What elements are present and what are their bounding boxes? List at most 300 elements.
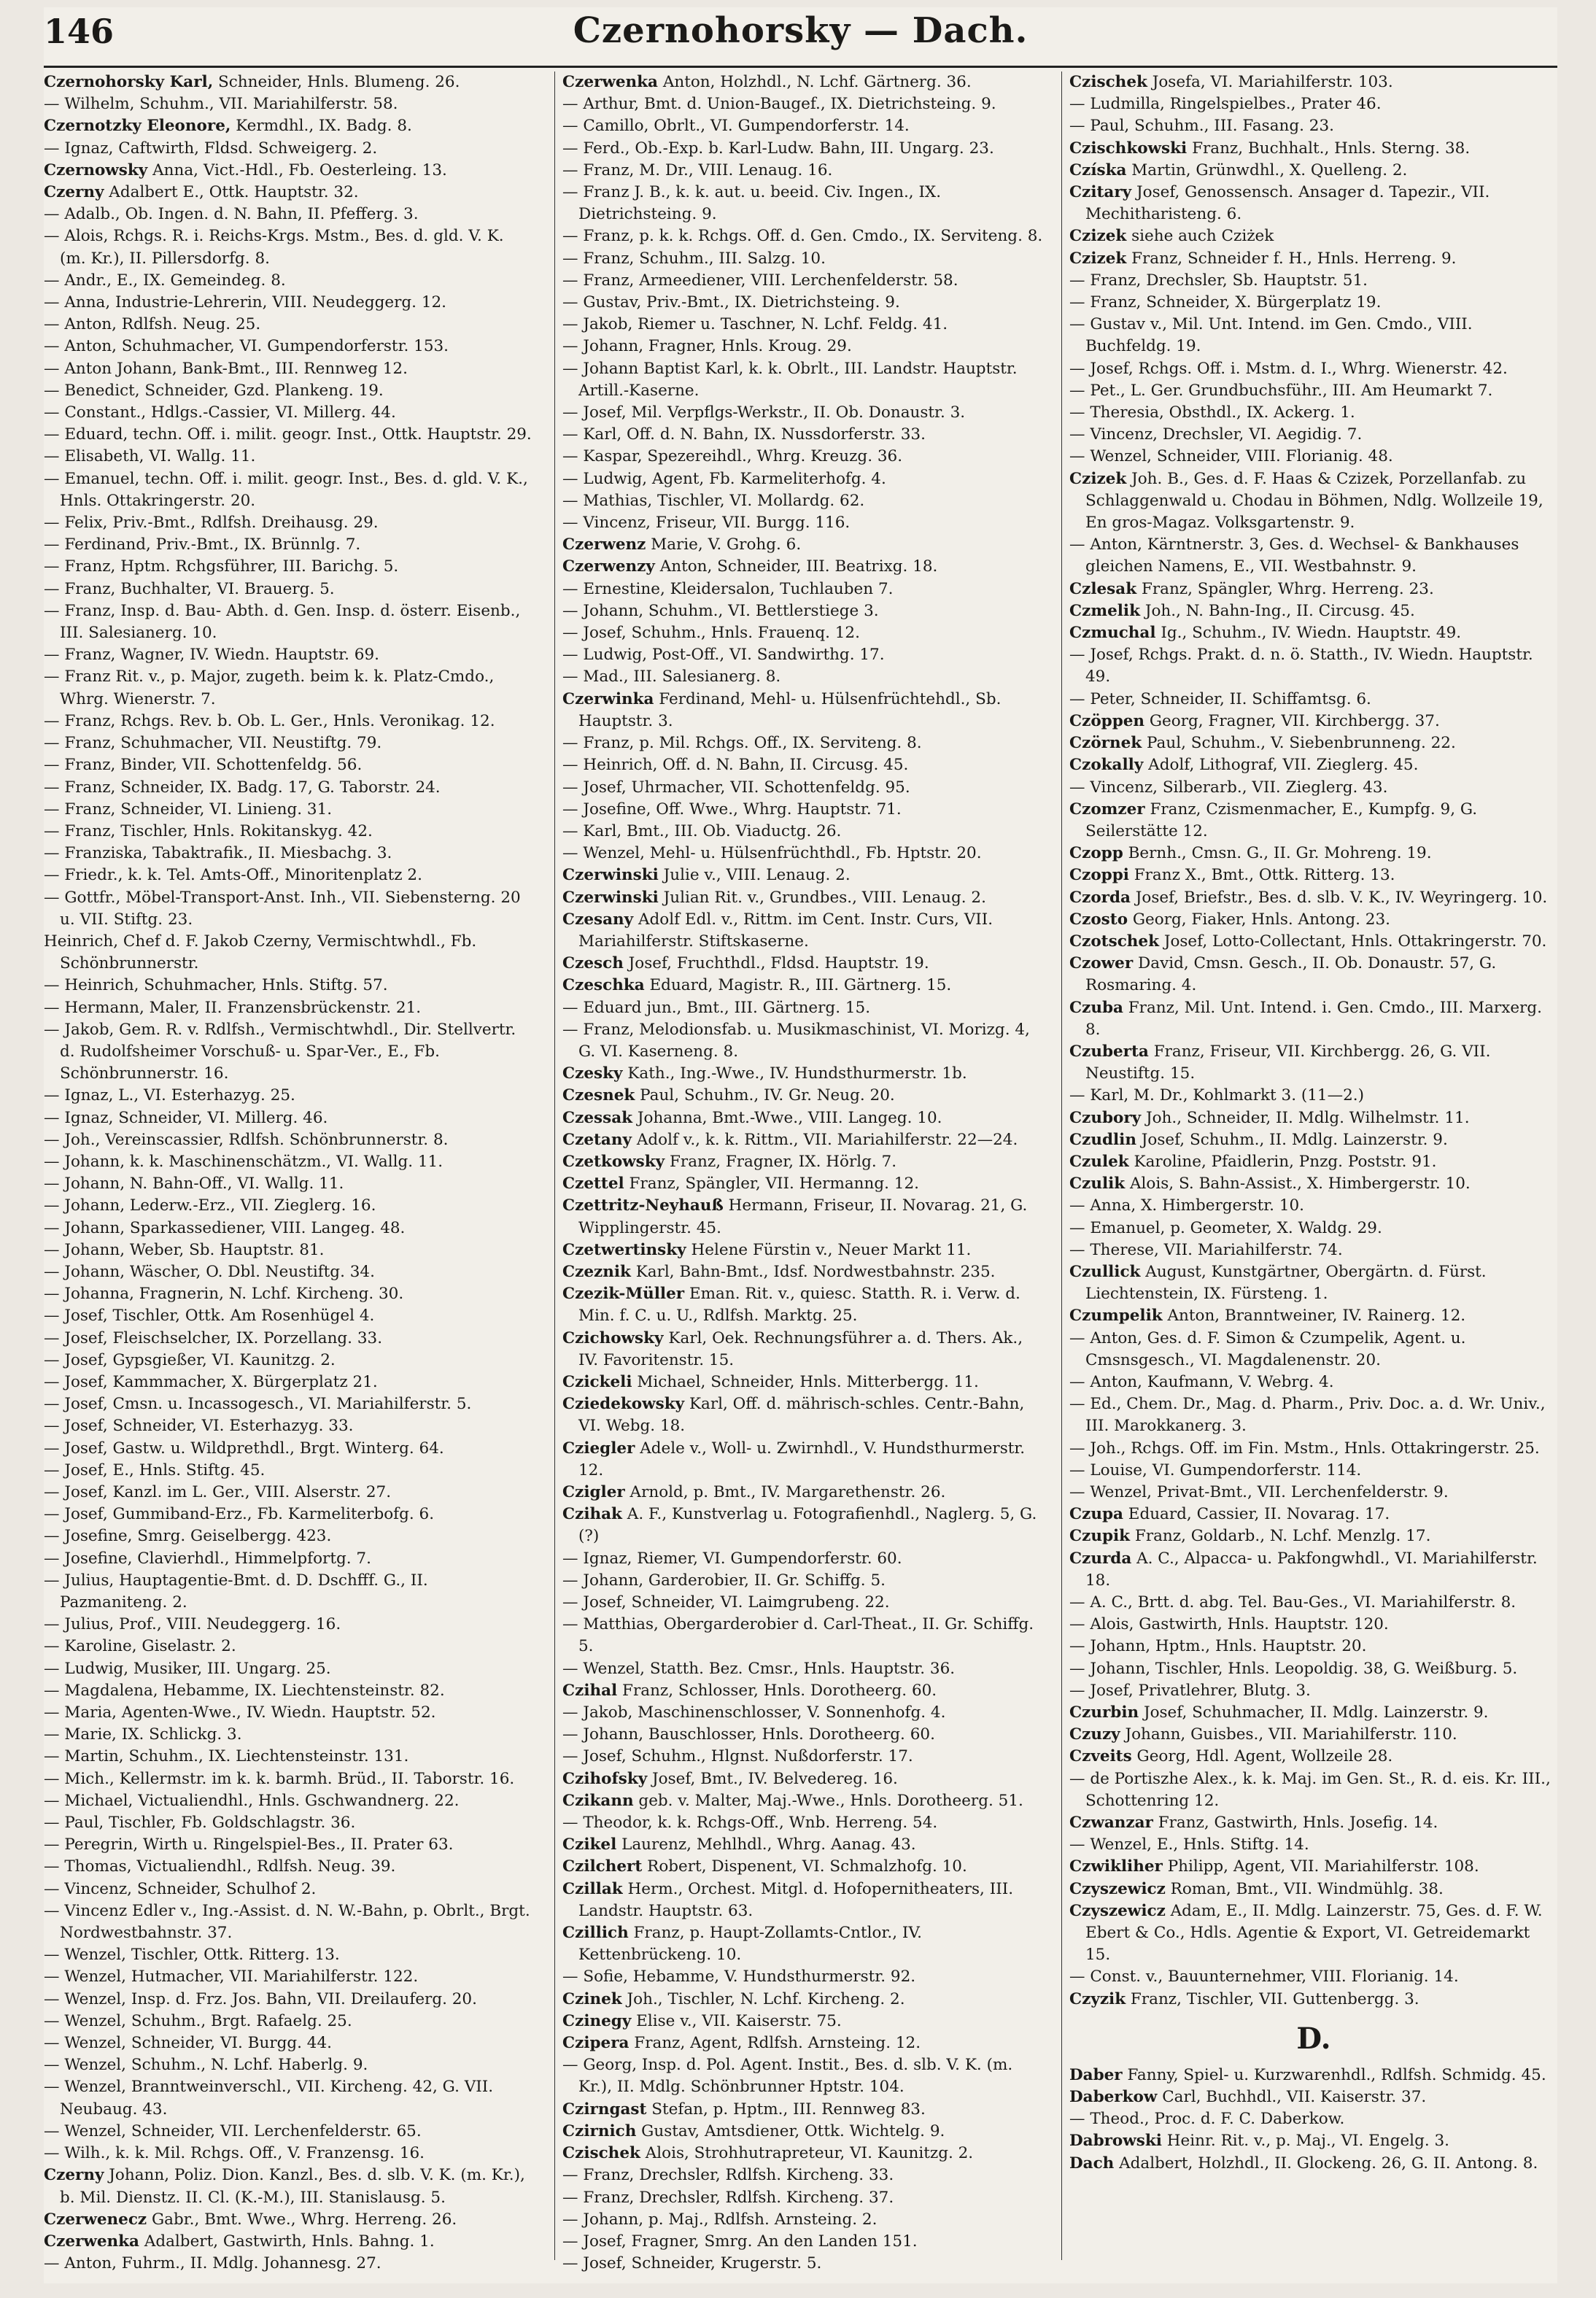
directory-entry [1069, 732, 1558, 754]
entry-surname: Dabrowski [1069, 2132, 1162, 2151]
entry-surname: Czerwenecz [44, 2210, 147, 2229]
directory-entry [44, 600, 532, 644]
entry-surname: Czokally [1069, 756, 1144, 775]
entry-text: Heinrich, Chef d. F. Jakob Czerny, Vermischtwhdl., Fb. Schönbrunnerstr. [44, 932, 477, 973]
entry-text: — Josef, E., Hnls. Stiftg. 45. [44, 1461, 266, 1479]
entry-text: — Ludwig, Musiker, III. Ungarg. 25. [44, 1659, 331, 1678]
entry-text: Alois, Strohhutrapreteur, VI. Kaunitzg. 2. [640, 2144, 974, 2163]
directory-entry [562, 115, 1044, 137]
entry-text: Stefan, p. Hptm., III. Rennweg 83. [646, 2100, 926, 2119]
entry-text: — Franz, Schneider, X. Bürgerplatz 19. [1069, 293, 1382, 312]
directory-entry [562, 2209, 1044, 2231]
entry-text: — Eduard, techn. Off. i. milit. geogr. Inst., Ottk. Hauptstr. 29. [44, 425, 532, 444]
entry-text: — Vincenz Edler v., Ing.-Assist. d. N. W.-Bahn, p. Obrlt., Brgt. Nordwestbahnstr. 37. [44, 1901, 530, 1943]
entry-text: — Jakob, Gem. R. v. Rdlfsh., Vermischtwhdl., Dir. Stellvertr. d. Rudolfsheimer Vorschuß- u. Spar-Ver., E., Fb. Schönbrunnerstr. 16. [44, 1020, 516, 1083]
entry-text: — Wenzel, Statth. Bez. Cmsr., Hnls. Hauptstr. 36. [562, 1659, 956, 1678]
entry-text: — Anton, Rdlfsh. Neug. 25. [44, 315, 261, 334]
entry-surname: Czischek [1069, 73, 1147, 91]
entry-text: — Franz, Tischler, Hnls. Rokitanskyg. 42. [44, 821, 373, 840]
directory-entry [44, 1129, 532, 1151]
directory-entry [44, 2209, 532, 2231]
directory-entry [562, 2054, 1044, 2098]
directory-entry [562, 1658, 1044, 1680]
entry-text: — Wenzel, Schuhm., N. Lchf. Haberlg. 9. [44, 2056, 368, 2075]
entry-surname: Czveits [1069, 1747, 1132, 1766]
directory-entry [562, 2121, 1044, 2143]
directory-entry [1069, 1438, 1558, 1460]
entry-surname: Czernohorsky Karl, [44, 73, 214, 91]
entry-text: — Wenzel, Insp. d. Frz. Jos. Bahn, VII. Dreilauferg. 20. [44, 1989, 477, 2008]
entry-text: — Franz, Melodionsfab. u. Musikmaschinist, VI. Morizg. 4, G. VI. Kaserneng. 8. [562, 1020, 1030, 1061]
entry-surname: Czettel [562, 1175, 624, 1194]
directory-entry [1069, 1900, 1558, 1967]
entry-surname: Czigler [562, 1483, 625, 1501]
entry-text: — Wenzel, Hutmacher, VII. Mariahilferstr. 122. [44, 1968, 419, 1986]
directory-entry [44, 1989, 532, 2011]
entry-text: — Alois, Rchgs. R. i. Reichs-Krgs. Mstm., Bes. d. gld. V. K. (m. Kr.), II. Pillersdorfg. 8. [44, 227, 504, 268]
directory-entry [562, 1879, 1044, 1922]
directory-entry [562, 1989, 1044, 2011]
directory-entry [44, 292, 532, 314]
directory-entry [562, 446, 1044, 468]
entry-surname: Czillak [562, 1879, 623, 1898]
entry-text: — Michael, Victualiendhl., Hnls. Gschwandnerg. 22. [44, 1791, 460, 1810]
directory-entry [1069, 1107, 1558, 1129]
entry-text: — Arthur, Bmt. d. Union-Baugef., IX. Dietrichsteing. 9. [562, 95, 996, 114]
entry-surname: Czotschek [1069, 932, 1159, 951]
directory-entry [44, 1570, 532, 1614]
directory-entry [562, 997, 1044, 1019]
directory-entry [1069, 138, 1558, 160]
entry-surname: Czihofsky [562, 1769, 648, 1788]
directory-entry [44, 931, 532, 975]
directory-entry [1069, 424, 1558, 446]
directory-entry [44, 2143, 532, 2164]
directory-entry [562, 2187, 1044, 2209]
directory-entry [562, 138, 1044, 160]
entry-text: Helene Fürstin v., Neuer Markt 11. [686, 1240, 972, 1259]
directory-entry [44, 1305, 532, 1327]
entry-text: — Anton Johann, Bank-Bmt., III. Rennweg 12. [44, 359, 408, 378]
entry-text: — Johanna, Fragnerin, N. Lchf. Kircheng. 30. [44, 1285, 404, 1304]
entry-text: — Franz, Schneider, VI. Linieng. 31. [44, 800, 333, 819]
entry-surname: Czudlin [1069, 1130, 1136, 1149]
entry-text: — Georg, Insp. d. Pol. Agent. Instit., Bes. d. slb. V. K. (m. Kr.), II. Mdlg. Schönbrunner Hptstr. 104. [562, 2056, 1013, 2097]
directory-entry [562, 1614, 1044, 1657]
entry-text: — Franz, Insp. d. Bau- Abth. d. Gen. Insp. d. österr. Eisenb., III. Salesianerg. 10. [44, 601, 521, 643]
directory-entry [1069, 1460, 1558, 1482]
directory-entry [562, 2099, 1044, 2121]
entry-surname: Czuberta [1069, 1042, 1149, 1061]
entry-text: Josef, Schuhm., II. Mdlg. Lainzerstr. 9. [1136, 1130, 1448, 1149]
directory-entry [44, 843, 532, 864]
entry-text: — Elisabeth, VI. Wallg. 11. [44, 447, 256, 466]
entry-surname: Czumpelik [1069, 1307, 1163, 1326]
entry-text: — Josef, Fragner, Smrg. An den Landen 151. [562, 2232, 918, 2251]
entry-text: — Wenzel, Schuhm., Brgt. Rafaelg. 25. [44, 2011, 352, 2030]
entry-text: — Heinrich, Off. d. N. Bahn, II. Circusg. 45. [562, 756, 909, 775]
entry-text: Heinr. Rit. v., p. Maj., VI. Engelg. 3. [1161, 2132, 1450, 2151]
entry-text: — Gottfr., Möbel-Transport-Anst. Inh., VII. Siebensterng. 20 u. VII. Stiftg. 23. [44, 888, 521, 929]
entry-text: Paul, Schuhm., V. Siebenbrunneng. 22. [1142, 734, 1456, 753]
entry-text: Franz, Schneider f. H., Hnls. Herreng. 9. [1126, 249, 1457, 268]
entry-text: Carl, Buchhdl., VII. Kaiserstr. 37. [1157, 2088, 1427, 2107]
page-header [44, 7, 1557, 68]
entry-text: — Wenzel, Schneider, VIII. Florianig. 48. [1069, 447, 1393, 466]
entry-surname: Czower [1069, 954, 1134, 973]
entry-text: Josef, Genossensch. Ansager d. Tapezir., VII. Mechitharisteng. 6. [1085, 183, 1490, 224]
entry-surname: Czullick [1069, 1262, 1141, 1281]
directory-entry [44, 732, 532, 754]
directory-entry [562, 732, 1044, 754]
entry-text: Franz, Buchhalt., Hnls. Sterng. 38. [1187, 139, 1471, 158]
entry-surname: Czinegy [562, 2011, 632, 2030]
entry-text: — Franz, Binder, VII. Schottenfeldg. 56. [44, 756, 363, 775]
directory-entry [562, 1724, 1044, 1746]
directory-entry [562, 512, 1044, 534]
entry-text: — Ferd., Ob.-Exp. b. Karl-Ludw. Bahn, III. Ungarg. 23. [562, 139, 994, 158]
entry-text: — Ludmilla, Ringelspielbes., Prater 46. [1069, 95, 1382, 114]
directory-entry [44, 1438, 532, 1460]
entry-surname: Czernotzky Eleonore, [44, 117, 231, 136]
entry-surname: Czupik [1069, 1527, 1131, 1546]
entry-surname: Czichowsky [562, 1328, 664, 1347]
entry-surname: Czilchert [562, 1857, 643, 1876]
entry-surname: Czickeli [562, 1372, 632, 1391]
page-number: 146 [44, 12, 115, 51]
entry-surname: Czosto [1069, 910, 1128, 929]
entry-text: — Josef, Schuhm., Hnls. Frauenq. 12. [562, 624, 860, 643]
directory-entry [1069, 182, 1558, 225]
directory-entry [1069, 1592, 1558, 1614]
directory-entry [44, 1768, 532, 1790]
entry-surname: Czirngast [562, 2100, 647, 2119]
directory-entry [562, 556, 1044, 578]
entry-text: Eman. Rit. v., quiesc. Statth. R. i. Verw. d. Min. f. C. u. U., Rdlfsh. Marktg. 25. [578, 1285, 1020, 1326]
directory-entry [44, 534, 532, 556]
entry-text: Julian Rit. v., Grundbes., VIII. Lenaug. 2. [658, 888, 986, 907]
entry-text: Adele v., Woll- u. Zwirnhdl., V. Hundsthurmerstr. 12. [578, 1439, 1026, 1479]
directory-entry [562, 579, 1044, 600]
entry-text: — Franz, Drechsler, Rdlfsh. Kircheng. 33. [562, 2166, 894, 2185]
entry-text: — Josef, Gastw. u. Wildprethdl., Brgt. Winterg. 64. [44, 1439, 444, 1458]
entry-text: Herm., Orchest. Mitgl. d. Hofopernitheaters, III. Landstr. Hauptstr. 63. [578, 1879, 1014, 1920]
entry-text: Adalbert, Gastwirth, Hnls. Bahng. 1. [139, 2232, 435, 2251]
entry-text: — Anton, Ges. d. F. Simon & Czumpelik, Agent. u. Cmsnsgesch., VI. Magdalenenstr. 20. [1069, 1328, 1466, 1369]
entry-text: — Mad., III. Salesianerg. 8. [562, 668, 781, 686]
entry-surname: Dach [1069, 2154, 1115, 2173]
entry-text: Franz, Goldarb., N. Lchf. Menzlg. 17. [1130, 1527, 1431, 1546]
entry-text: Josef, Lotto-Collectant, Hnls. Ottakringerstr. 70. [1159, 932, 1547, 951]
directory-entry [1069, 1834, 1558, 1856]
entry-text: — Emanuel, techn. Off. i. milit. geogr. Inst., Bes. d. gld. V. K., Hnls. Ottakringerstr. 20. [44, 469, 528, 510]
directory-entry [44, 666, 532, 710]
entry-surname: Czetany [562, 1130, 632, 1149]
directory-entry [44, 711, 532, 732]
entry-text: Franz, Schlosser, Hnls. Dorotheerg. 60. [617, 1681, 937, 1700]
directory-entry [1069, 1658, 1558, 1680]
entry-surname: Czirnich [562, 2121, 637, 2140]
entry-text: — Wenzel, Privat-Bmt., VII. Lerchenfelderstr. 9. [1069, 1483, 1449, 1501]
entry-surname: Czipera [562, 2034, 630, 2053]
directory-entry [44, 93, 532, 115]
entry-surname: Czyszewicz [1069, 1901, 1166, 1920]
directory-entry [44, 270, 532, 292]
directory-entry [1069, 1328, 1558, 1372]
entry-text: — Ernestine, Kleidersalon, Tuchlauben 7. [562, 579, 894, 598]
directory-entry [562, 160, 1044, 182]
entry-text: Karoline, Pfaidlerin, Pnzg. Poststr. 91. [1128, 1152, 1437, 1171]
directory-entry [1069, 1724, 1558, 1746]
entry-text: — Johann, Bauschlosser, Hnls. Dorotheerg. 60. [562, 1725, 935, 1744]
entry-text: Philipp, Agent, VII. Mariahilferstr. 108. [1162, 1857, 1479, 1876]
directory-entry [562, 336, 1044, 357]
entry-text: Marie, V. Grohg. 6. [646, 535, 802, 554]
directory-entry [1069, 2065, 1558, 2086]
entry-text: — Josef, Uhrmacher, VII. Schottenfeldg. 95. [562, 778, 910, 797]
directory-entry [44, 314, 532, 336]
entry-text: — Kaspar, Spezereihdl., Whrg. Kreuzg. 36. [562, 447, 903, 466]
entry-text: — Pet., L. Ger. Grundbuchsführ., III. Am Heumarkt 7. [1069, 381, 1493, 400]
entry-text: — Josef, Cmsn. u. Incassogesch., VI. Mariahilferstr. 5. [44, 1395, 472, 1414]
directory-entry [1069, 1151, 1558, 1173]
entry-text: — Franz, p. k. k. Rchgs. Off. d. Gen. Cmdo., IX. Serviteng. 8. [562, 227, 1043, 246]
entry-text: — Franz, Drechsler, Rdlfsh. Kircheng. 37. [562, 2188, 894, 2207]
entry-text: — Alois, Gastwirth, Hnls. Hauptstr. 120. [1069, 1615, 1389, 1634]
entry-text: — Peregrin, Wirth u. Ringelspiel-Bes., II. Prater 63. [44, 1835, 454, 1854]
directory-entry [1069, 1239, 1558, 1261]
directory-entry [1069, 1989, 1558, 2011]
entry-surname: Czerwinka [562, 689, 654, 708]
directory-entry [44, 799, 532, 821]
entry-text: — Johann, Garderobier, II. Gr. Schiffg. 5. [562, 1571, 886, 1590]
entry-text: — Franz, Schuhm., III. Salzg. 10. [562, 249, 826, 268]
directory-entry [562, 1393, 1044, 1437]
entry-text: — Mathias, Tischler, VI. Mollardg. 62. [562, 491, 865, 510]
entry-text: Karl, Bahn-Bmt., Idsf. Nordwestbahnstr. 235. [630, 1262, 996, 1281]
entry-text: — Mich., Kellermstr. im k. k. barmh. Brüd., II. Taborstr. 16. [44, 1769, 515, 1788]
directory-entry [1069, 402, 1558, 424]
entry-text: — Wenzel, Branntweinverschl., VII. Kircheng. 42, G. VII. Neubaug. 43. [44, 2078, 494, 2119]
directory-entry [44, 115, 532, 137]
entry-text: Laurenz, Mehlhdl., Whrg. Aanag. 43. [616, 1835, 916, 1854]
entry-surname: Czíska [1069, 160, 1127, 179]
directory-entry [562, 777, 1044, 799]
entry-text: — Wilh., k. k. Mil. Rchgs. Off., V. Franzensg. 16. [44, 2144, 425, 2163]
entry-surname: Czerwenka [44, 2232, 139, 2251]
entry-text: Eduard, Cassier, II. Novarag. 17. [1123, 1505, 1390, 1524]
entry-text: Josef, Fruchthdl., Fldsd. Hauptstr. 19. [623, 954, 929, 973]
entry-text: — Marie, IX. Schlickg. 3. [44, 1725, 242, 1744]
directory-entry [562, 2164, 1044, 2186]
directory-entry [1069, 468, 1558, 535]
directory-entry [1069, 644, 1558, 688]
directory-page [44, 7, 1557, 2283]
directory-entry [44, 204, 532, 225]
entry-text: — Constant., Hdlgs.-Cassier, VI. Millerg. 44. [44, 403, 396, 422]
directory-entry [562, 1283, 1044, 1327]
entry-text: — A. C., Brtt. d. abg. Tel. Bau-Ges., VI. Mariahilferstr. 8. [1069, 1593, 1516, 1612]
directory-entry [44, 2054, 532, 2076]
entry-text: — Franz, p. Mil. Rchgs. Off., IX. Serviteng. 8. [562, 734, 922, 753]
entry-text: — Joh., Vereinscassier, Rdlfsh. Schönbrunnerstr. 8. [44, 1130, 449, 1149]
entry-text: — Jakob, Riemer u. Taschner, N. Lchf. Feldg. 41. [562, 315, 948, 334]
directory-entry [44, 1482, 532, 1504]
entry-text: Joh., N. Bahn-Ing., II. Circusg. 45. [1139, 601, 1415, 620]
entry-text: — Johann, Wäscher, O. Dbl. Neustiftg. 34. [44, 1262, 375, 1281]
directory-entry [1069, 1966, 1558, 1988]
directory-entry [44, 556, 532, 578]
entry-text: Joh., Tischler, N. Lchf. Kircheng. 2. [621, 1989, 905, 2008]
directory-entry [562, 644, 1044, 666]
entry-text: Julie v., VIII. Lenaug. 2. [658, 866, 851, 885]
entry-text: — Anton, Fuhrm., II. Mdlg. Johannesg. 27. [44, 2254, 381, 2273]
entry-text: Anna, Vict.-Hdl., Fb. Oesterleing. 13. [147, 160, 447, 179]
entry-text: Adam, E., II. Mdlg. Lainzerstr. 75, Ges. d. F. W. Ebert & Co., Hdls. Agentie & Export, VI. Getreidemarkt 15. [1085, 1901, 1543, 1965]
directory-entry [44, 644, 532, 666]
directory-entry [562, 1592, 1044, 1614]
entry-text: — Joh., Rchgs. Off. im Fin. Mstm., Hnls. Ottakringerstr. 25. [1069, 1439, 1540, 1458]
entry-text: — Ignaz, L., VI. Esterhazyg. 25. [44, 1086, 295, 1105]
directory-entry [44, 1900, 532, 1944]
entry-text: — Theod., Proc. d. F. C. Daberkow. [1069, 2110, 1345, 2129]
directory-entry [562, 2011, 1044, 2032]
entry-text: A. F., Kunstverlag u. Fotografienhdl., Naglerg. 5, G. (?) [578, 1505, 1037, 1546]
entry-text: David, Cmsn. Gesch., II. Ob. Donaustr. 57, G. Rosmaring. 4. [1085, 954, 1497, 995]
entry-surname: Czezik-Müller [562, 1285, 685, 1304]
directory-entry [1069, 600, 1558, 622]
directory-entry [44, 2164, 532, 2208]
entry-surname: Czöppen [1069, 711, 1145, 730]
directory-entry [1069, 292, 1558, 314]
entry-surname: Czubory [1069, 1108, 1142, 1127]
entry-text: Franz, Fragner, IX. Hörlg. 7. [665, 1152, 897, 1171]
entry-text: Alois, S. Bahn-Assist., X. Himbergerstr. 10. [1125, 1175, 1471, 1194]
entry-text: — Ignaz, Caftwirth, Fldsd. Schweigerg. 2. [44, 139, 378, 158]
entry-text: — Vincenz, Drechsler, VI. Aegidig. 7. [1069, 425, 1363, 444]
entry-text: — Johann Baptist Karl, k. k. Obrlt., III. Landstr. Hauptstr. Artill.-Kaserne. [562, 359, 1018, 400]
directory-entry [1069, 931, 1558, 953]
entry-text: — Johann, Fragner, Hnls. Kroug. 29. [562, 337, 852, 356]
directory-entry [562, 1570, 1044, 1592]
directory-entry [44, 1680, 532, 1702]
directory-entry [44, 1548, 532, 1570]
entry-surname: Czerwenzy [562, 557, 655, 576]
entry-text: Franz X., Bmt., Ottk. Ritterg. 13. [1128, 866, 1395, 885]
column-1 [44, 71, 532, 2273]
directory-entry [562, 1702, 1044, 1724]
column-2 [554, 71, 1044, 2273]
entry-surname: Czopp [1069, 844, 1123, 863]
directory-entry [562, 622, 1044, 644]
directory-entry [562, 666, 1044, 688]
directory-entry [562, 534, 1044, 556]
entry-text: Josef, Bmt., IV. Belvedereg. 16. [647, 1769, 898, 1788]
entry-text: — Josef, Rchgs. Prakt. d. n. ö. Statth., IV. Wiedn. Hauptstr. 49. [1069, 646, 1533, 686]
directory-entry [1069, 887, 1558, 909]
entry-text: — Josef, Schuhm., Hlgnst. Nußdorferstr. 17. [562, 1747, 913, 1766]
directory-entry [1069, 248, 1558, 270]
entry-surname: Czihak [562, 1505, 622, 1524]
directory-entry [44, 1966, 532, 1988]
entry-text: Martin, Grünwdhl., X. Quelleng. 2. [1126, 160, 1408, 179]
entry-surname: Czyzik [1069, 1989, 1126, 2008]
directory-entry [562, 182, 1044, 225]
entry-text: — Julius, Hauptagentie-Bmt. d. D. Dschfff. G., II. Pazmaniteng. 2. [44, 1571, 428, 1612]
directory-entry [562, 1790, 1044, 1812]
entry-text: Georg, Fiaker, Hnls. Antong. 23. [1128, 910, 1390, 929]
directory-entry [562, 1768, 1044, 1790]
directory-entry [1069, 1768, 1558, 1812]
directory-entry [1069, 380, 1558, 402]
directory-entry [1069, 71, 1558, 93]
directory-entry [562, 424, 1044, 446]
directory-entry [1069, 799, 1558, 843]
directory-entry [44, 777, 532, 799]
entry-text: — Const. v., Bauunternehmer, VIII. Florianig. 14. [1069, 1968, 1459, 1986]
entry-text: Josefa, VI. Mariahilferstr. 103. [1147, 73, 1393, 91]
entry-text: — Johann, Lederw.-Erz., VII. Zieglerg. 16. [44, 1196, 376, 1215]
entry-surname: Czmelik [1069, 601, 1140, 620]
entry-text: — Ignaz, Schneider, VI. Millerg. 46. [44, 1108, 328, 1127]
directory-entry [1069, 1812, 1558, 1834]
directory-entry [1069, 1195, 1558, 1217]
entry-text: — Martin, Schuhm., IX. Liechtensteinstr. 131. [44, 1747, 409, 1766]
entry-text: — Franz, Buchhalter, VI. Brauerg. 5. [44, 579, 335, 598]
directory-entry [562, 490, 1044, 512]
entry-text: Adolf v., k. k. Rittm., VII. Mariahilferstr. 22—24. [632, 1130, 1018, 1149]
entry-text: — Wilhelm, Schuhm., VII. Mariahilferstr. 58. [44, 95, 398, 114]
entry-text: Elise v., VII. Kaiserstr. 75. [631, 2011, 842, 2030]
entry-text: Franz, Mil. Unt. Intend. i. Gen. Cmdo., III. Marxerg. 8. [1085, 998, 1542, 1039]
directory-entry [44, 887, 532, 931]
entry-surname: Czischkowski [1069, 139, 1188, 158]
entry-surname: Czihal [562, 1681, 618, 1700]
directory-entry [1069, 225, 1558, 247]
directory-entry [1069, 1548, 1558, 1592]
entry-text: — Johann, N. Bahn-Off., VI. Wallg. 11. [44, 1175, 344, 1194]
directory-entry [44, 1107, 532, 1129]
entry-surname: Czuba [1069, 998, 1123, 1017]
entry-text: Franz, Tischler, VII. Guttenbergg. 3. [1126, 1989, 1419, 2008]
entry-surname: Czesky [562, 1064, 623, 1083]
entry-text: — Franz, Rchgs. Rev. b. Ob. L. Ger., Hnls. Veronikag. 12. [44, 711, 495, 730]
entry-text: Josef, Schuhmacher, II. Mdlg. Lainzerstr. 9. [1139, 1703, 1489, 1722]
directory-entry [562, 225, 1044, 247]
directory-entry [562, 975, 1044, 997]
directory-entry [44, 380, 532, 402]
entry-text: Robert, Dispenent, VI. Schmalzhofg. 10. [642, 1857, 967, 1876]
directory-entry [1069, 1504, 1558, 1525]
entry-text: — Louise, VI. Gumpendorferstr. 114. [1069, 1461, 1362, 1479]
entry-text: Josef, Briefstr., Bes. d. slb. V. K., IV. Weyringerg. 10. [1130, 888, 1548, 907]
directory-entry [562, 2253, 1044, 2275]
entry-text: — Ignaz, Riemer, VI. Gumpendorferstr. 60. [562, 1549, 902, 1568]
entry-text: — Karoline, Giselastr. 2. [44, 1637, 236, 1656]
directory-entry [44, 1283, 532, 1305]
directory-entry [1069, 622, 1558, 644]
entry-text: — Johann, p. Maj., Rdlfsh. Arnsteing. 2. [562, 2210, 878, 2229]
entry-surname: Czesch [562, 954, 624, 973]
entry-text: Eduard, Magistr. R., III. Gärtnerg. 15. [644, 976, 952, 995]
entry-text: Adolf, Lithograf, VII. Zieglerg. 45. [1143, 756, 1419, 775]
directory-entry [562, 248, 1044, 270]
entry-text: — Friedr., k. k. Tel. Amts-Off., Minoritenplatz 2. [44, 866, 422, 885]
directory-entry [44, 1393, 532, 1415]
entry-text: Roman, Bmt., VII. Windmühlg. 38. [1165, 1879, 1444, 1898]
entry-text: — Wenzel, Schneider, VI. Burgg. 44. [44, 2034, 332, 2053]
entry-surname: Czerny [44, 2166, 104, 2185]
